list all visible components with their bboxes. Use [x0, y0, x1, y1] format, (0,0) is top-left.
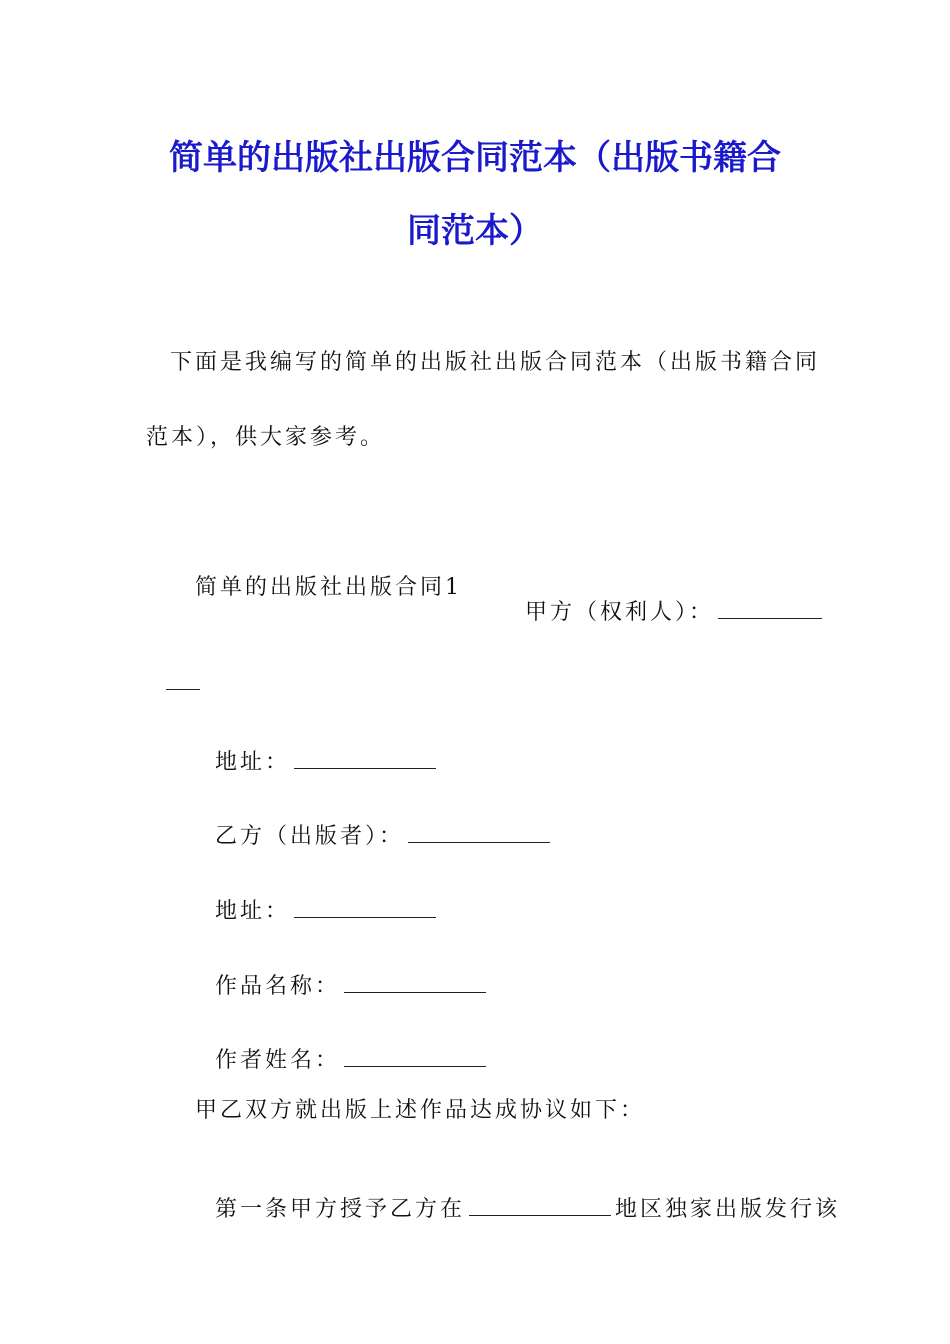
agreement-statement: 甲乙双方就出版上述作品达成协议如下： [195, 1098, 646, 1123]
address-b-field [195, 869, 436, 925]
work-title-label: 作品名称： [215, 974, 341, 999]
article-1-end: 地区独家出版发行该 [615, 1197, 841, 1222]
address-b-label: 地址： [215, 899, 291, 924]
party-a-blank [718, 617, 822, 619]
work-title-field [195, 944, 486, 1000]
party-a-label: 甲方（权利人）： [525, 600, 715, 625]
author-name-label: 作者姓名： [215, 1048, 341, 1073]
author-name-field [195, 1018, 486, 1074]
party-b-label: 乙方（出版者）： [215, 824, 405, 849]
intro-line-2: 范本），供大家参考。 [146, 425, 386, 450]
document-title-line-2: 同范本） [407, 211, 543, 251]
party-a-field [505, 570, 822, 626]
document-title-line-1: 简单的出版社出版合同范本（出版书籍合 [169, 138, 781, 178]
author-name-blank [344, 1065, 486, 1067]
party-a-blank-wrap [166, 688, 200, 690]
article-1-region-blank [469, 1214, 611, 1216]
article-1 [195, 1167, 840, 1223]
party-a-blank-continued [146, 646, 200, 696]
work-title-blank [344, 991, 486, 993]
address-a-field [195, 720, 436, 776]
party-b-field [195, 794, 550, 850]
party-b-blank [408, 841, 550, 843]
intro-line-1: 下面是我编写的简单的出版社出版合同范本（出版书籍合同 [170, 350, 821, 375]
address-a-label: 地址： [215, 750, 291, 775]
address-b-blank [294, 916, 436, 918]
address-a-blank [294, 767, 436, 769]
article-1-start: 第一条甲方授予乙方在 [215, 1197, 466, 1222]
contract-heading: 简单的出版社出版合同1 [195, 575, 462, 600]
